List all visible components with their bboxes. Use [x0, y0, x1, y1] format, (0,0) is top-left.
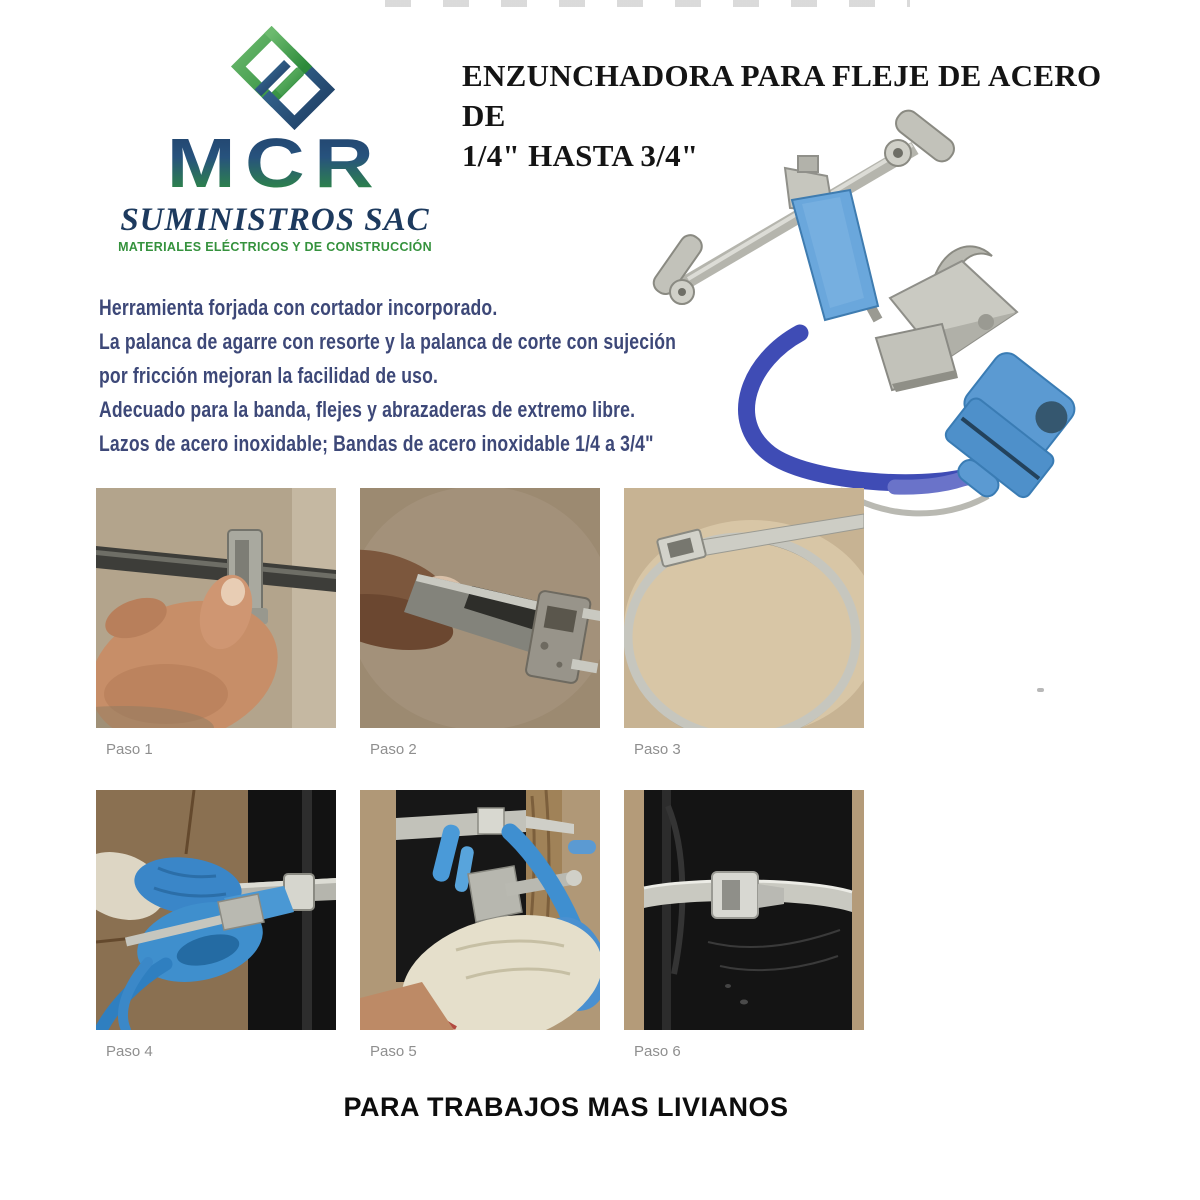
step-cell-5	[360, 790, 600, 1062]
step-label: Paso 4	[106, 1043, 153, 1060]
cropped-text-artifact	[385, 0, 910, 7]
feature-line: La palanca de agarre con resorte y la palanca de corte con sujeción	[99, 329, 677, 354]
steps-grid	[96, 488, 864, 1062]
brand-tagline: MATERIALES ELÉCTRICOS Y DE CONSTRUCCIÓN	[118, 240, 432, 254]
step-photo-5	[360, 790, 600, 1030]
step-cell-3	[624, 488, 864, 760]
brand-logo-block	[108, 22, 442, 268]
mcr-diamond-logo-icon	[226, 26, 338, 130]
page-title-line1: ENZUNCHADORA PARA FLEJE DE ACERO DE	[462, 58, 1102, 133]
page-title-line2: 1/4" HASTA 3/4"	[462, 138, 699, 173]
step-cell-4	[96, 790, 336, 1062]
step-cell-1	[96, 488, 336, 760]
footer-title: PARA TRABAJOS MAS LIVIANOS	[343, 1092, 789, 1122]
feature-line: Lazos de acero inoxidable; Bandas de acero inoxidable 1/4 a 3/4"	[99, 431, 654, 456]
step-photo-1	[96, 488, 336, 728]
step-cell-2	[360, 488, 600, 760]
brand-name: MCR	[78, 126, 472, 200]
step-label: Paso 3	[634, 741, 681, 758]
brand-subtitle: SUMINISTROS SAC	[120, 202, 430, 238]
step-label: Paso 2	[370, 741, 417, 758]
feature-list	[99, 291, 839, 461]
step-label: Paso 6	[634, 1043, 681, 1060]
feature-line: por fricción mejoran la facilidad de uso.	[99, 363, 439, 388]
step-photo-4	[96, 790, 336, 1030]
step-label: Paso 5	[370, 1043, 417, 1060]
step-photo-2	[360, 488, 600, 728]
step-label: Paso 1	[106, 741, 153, 758]
feature-line: Adecuado para la banda, flejes y abrazaderas de extremo libre.	[99, 397, 636, 422]
step-cell-6	[624, 790, 864, 1062]
feature-line: Herramienta forjada con cortador incorporado.	[99, 295, 498, 320]
step-photo-6	[624, 790, 864, 1030]
step-photo-3	[624, 488, 864, 728]
print-speck-artifact	[1037, 688, 1044, 692]
